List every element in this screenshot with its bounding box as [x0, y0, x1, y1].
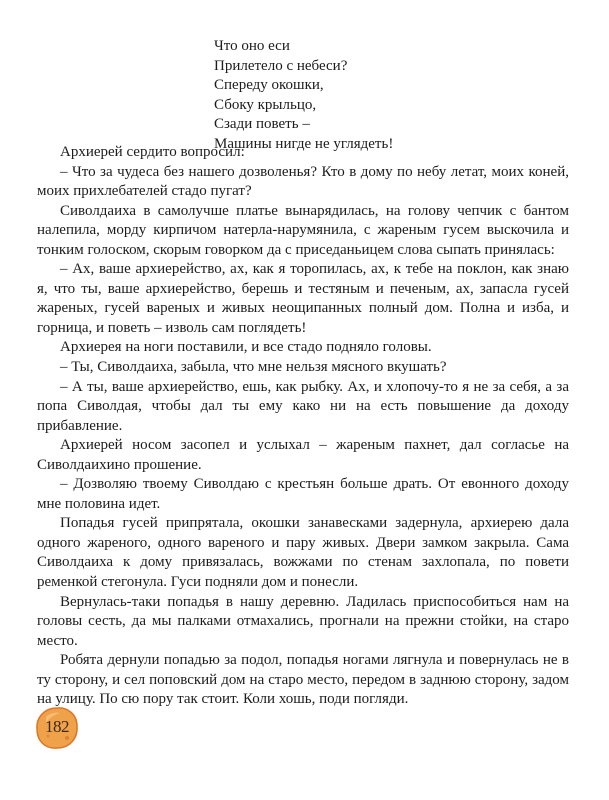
- paragraph: Архиерея на ноги поставили, и все стадо подняло головы.: [60, 339, 432, 356]
- poem-line: Спереду окошки,: [214, 77, 324, 94]
- poem-block: [214, 37, 393, 155]
- paragraph: Попадья гусей припрятала, окошки занавесками задернула, архиерею дала одного жареного, одного вареного и пару живых. Двери замком закрыла. Сама Сиволдаиха к дому привязалась, вожжами по стенам захлопала, по повети ременкой стегонула. Гуси подняли дом и понесли.: [37, 515, 569, 591]
- paragraph: – А ты, ваше архиерейство, ешь, как рыбку. Ах, и хлопочу-то я не за себя, а за попа Сиволдая, чтобы дал ты ему како ни на есть повышение да доходу прибавление.: [37, 378, 569, 434]
- paragraph: – Что за чудеса без нашего дозволенья? Кто в дому по небу летат, моих коней, моих прихлебателей стадо пугат?: [37, 163, 569, 200]
- paragraph: – Дозволяю твоему Сиволдаю с крестьян больше драть. От евонного доходу мне половина идет.: [37, 476, 569, 512]
- paragraph: Робята дернули попадью за подол, попадья ногами лягнула и повернулась не в ту сторону, и сел поповский дом на старо место, передом в заднюю сторону, задом на улицу. По сю пору так стоит. Коли хошь, поди погляди.: [37, 652, 569, 708]
- paragraph: Архиерей носом засопел и услыхал – жареным пахнет, дал согласье на Сиволдаихино прошение.: [37, 437, 569, 473]
- poem-line: Что оно еси: [214, 38, 290, 54]
- poem-line: Сзади поветь –: [214, 116, 310, 133]
- poem-line: Сбоку крыльцо,: [214, 96, 317, 113]
- prose-block: [37, 143, 569, 710]
- paragraph: Вернулась-таки попадья в нашу деревню. Ладилась приспособиться нам на головы сесть, да мы палками отмахались, прогнали на прежни стойки, на старо место.: [37, 593, 569, 649]
- poem-line: Машины нигде не углядеть!: [214, 135, 394, 152]
- page-number-badge: [34, 705, 80, 751]
- page-number: 182: [45, 717, 69, 736]
- paragraph: Сиволдаиха в самолучше платье вынарядилась, на голову чепчик с бантом налепила, морду кирпичом натерла-нарумянила, с жареным гусем выскочила и тонким голоском, скорым говорком да с приседаньицем слова сыпать принялась:: [37, 202, 569, 258]
- paragraph: – Ты, Сиволдаиха, забыла, что мне нельзя мясного вкушать?: [60, 359, 447, 376]
- paragraph: Архиерей сердито вопросил:: [60, 144, 245, 160]
- paragraph: – Ах, ваше архиерейство, ах, как я торопилась, ах, к тебе на поклон, как знаю я, что ты, ваше архиерейство, берешь и тестяным и печеным, ах, запасла гусей жареных, гусей вареных и живых неощипанных полный дом. Полна и изба, и горница, и поветь – изволь сам поглядеть!: [37, 261, 569, 336]
- poem-line: Прилетело с небеси?: [214, 57, 348, 74]
